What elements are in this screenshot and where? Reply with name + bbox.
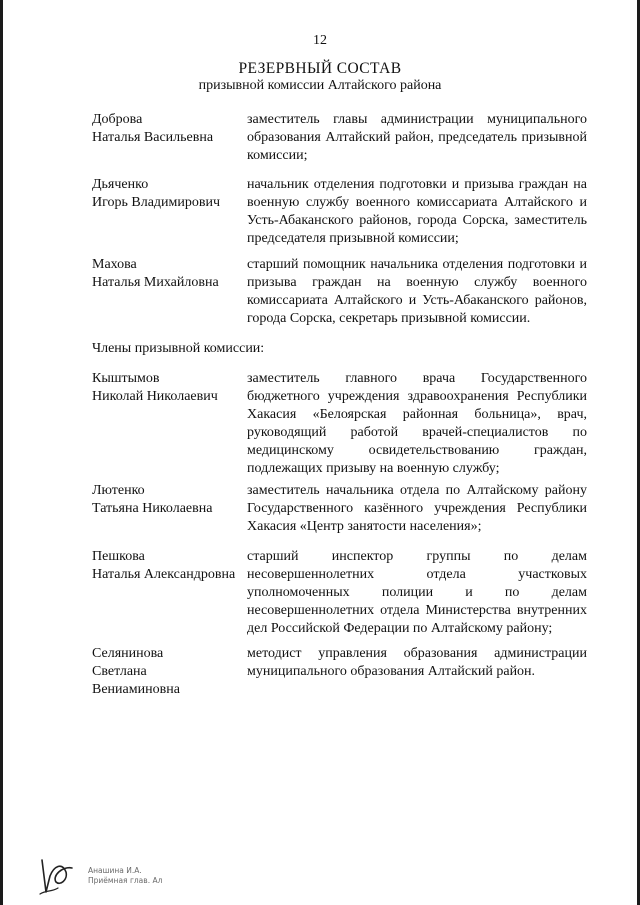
person-name [92, 256, 242, 292]
document-title: РЕЗЕРВНЫЙ СОСТАВ [238, 60, 402, 77]
given-name: Николай Николаевич [92, 389, 218, 404]
signature-mark-icon [36, 852, 76, 900]
given-name-continued: Вениаминовна [92, 682, 180, 697]
person-name [92, 548, 242, 584]
given-name: Наталья Михайловна [92, 275, 219, 290]
person-name [92, 370, 242, 406]
stamp-line: Приёмная глав. Ал [88, 876, 163, 885]
person-name [92, 111, 242, 147]
members-heading: Члены призывной комиссии: [92, 341, 265, 356]
surname: Пешкова [92, 549, 145, 564]
surname: Махова [92, 257, 137, 272]
surname: Кыштымов [92, 371, 160, 386]
surname: Доброва [92, 112, 143, 127]
surname: Лютенко [92, 483, 145, 498]
person-role: заместитель главного врача Государственного бюджетного учреждения здравоохранения Республики Хакасия «Белоярская районная больница», врач, руководящий работой врачей-специалистов по медицинскому освидетельствованию граждан, подлежащих призыву на военную службу; [247, 371, 587, 476]
person-name [92, 482, 242, 518]
person-name [92, 645, 242, 699]
given-name: Наталья Васильевна [92, 130, 214, 145]
page-number: 12 [313, 33, 327, 48]
person-role: методист управления образования администрации муниципального образования Алтайский район. [247, 646, 587, 679]
person-role: старший помощник начальника отделения подготовки и призыва граждан на военную службу военного комиссариата Алтайского и Усть-Абаканского районов, города Сорска, секретарь призывной комиссии. [247, 257, 587, 326]
given-name: Татьяна Николаевна [92, 501, 213, 516]
person-role: начальник отделения подготовки и призыва граждан на военную службу военного комиссариата Алтайского и Усть-Абаканского районов, города Сорска, заместитель председателя призывной комиссии; [247, 177, 587, 246]
surname: Селянинова [92, 646, 164, 661]
document-stamp [88, 866, 162, 886]
surname: Дьяченко [92, 177, 149, 192]
person-role: заместитель главы администрации муниципального образования Алтайский район, председатель призывной комиссии; [247, 112, 587, 163]
person-role: заместитель начальника отдела по Алтайскому району Государственного казённого учреждения Республики Хакасия «Центр занятости населения»; [247, 483, 587, 534]
document-subtitle: призывной комиссии Алтайского района [198, 78, 442, 93]
given-name: Игорь Владимирович [92, 195, 221, 210]
stamp-line: Анашина И.А. [88, 866, 142, 875]
person-role: старший инспектор группы по делам несовершеннолетних отдела участковых уполномоченных полиции и по делам несовершеннолетних отдела Министерства внутренних дел Российской Федерации по Алтайскому району; [247, 549, 587, 636]
given-name: Наталья Александровна [92, 567, 236, 582]
person-name [92, 176, 242, 212]
given-name: Светлана [92, 664, 147, 679]
